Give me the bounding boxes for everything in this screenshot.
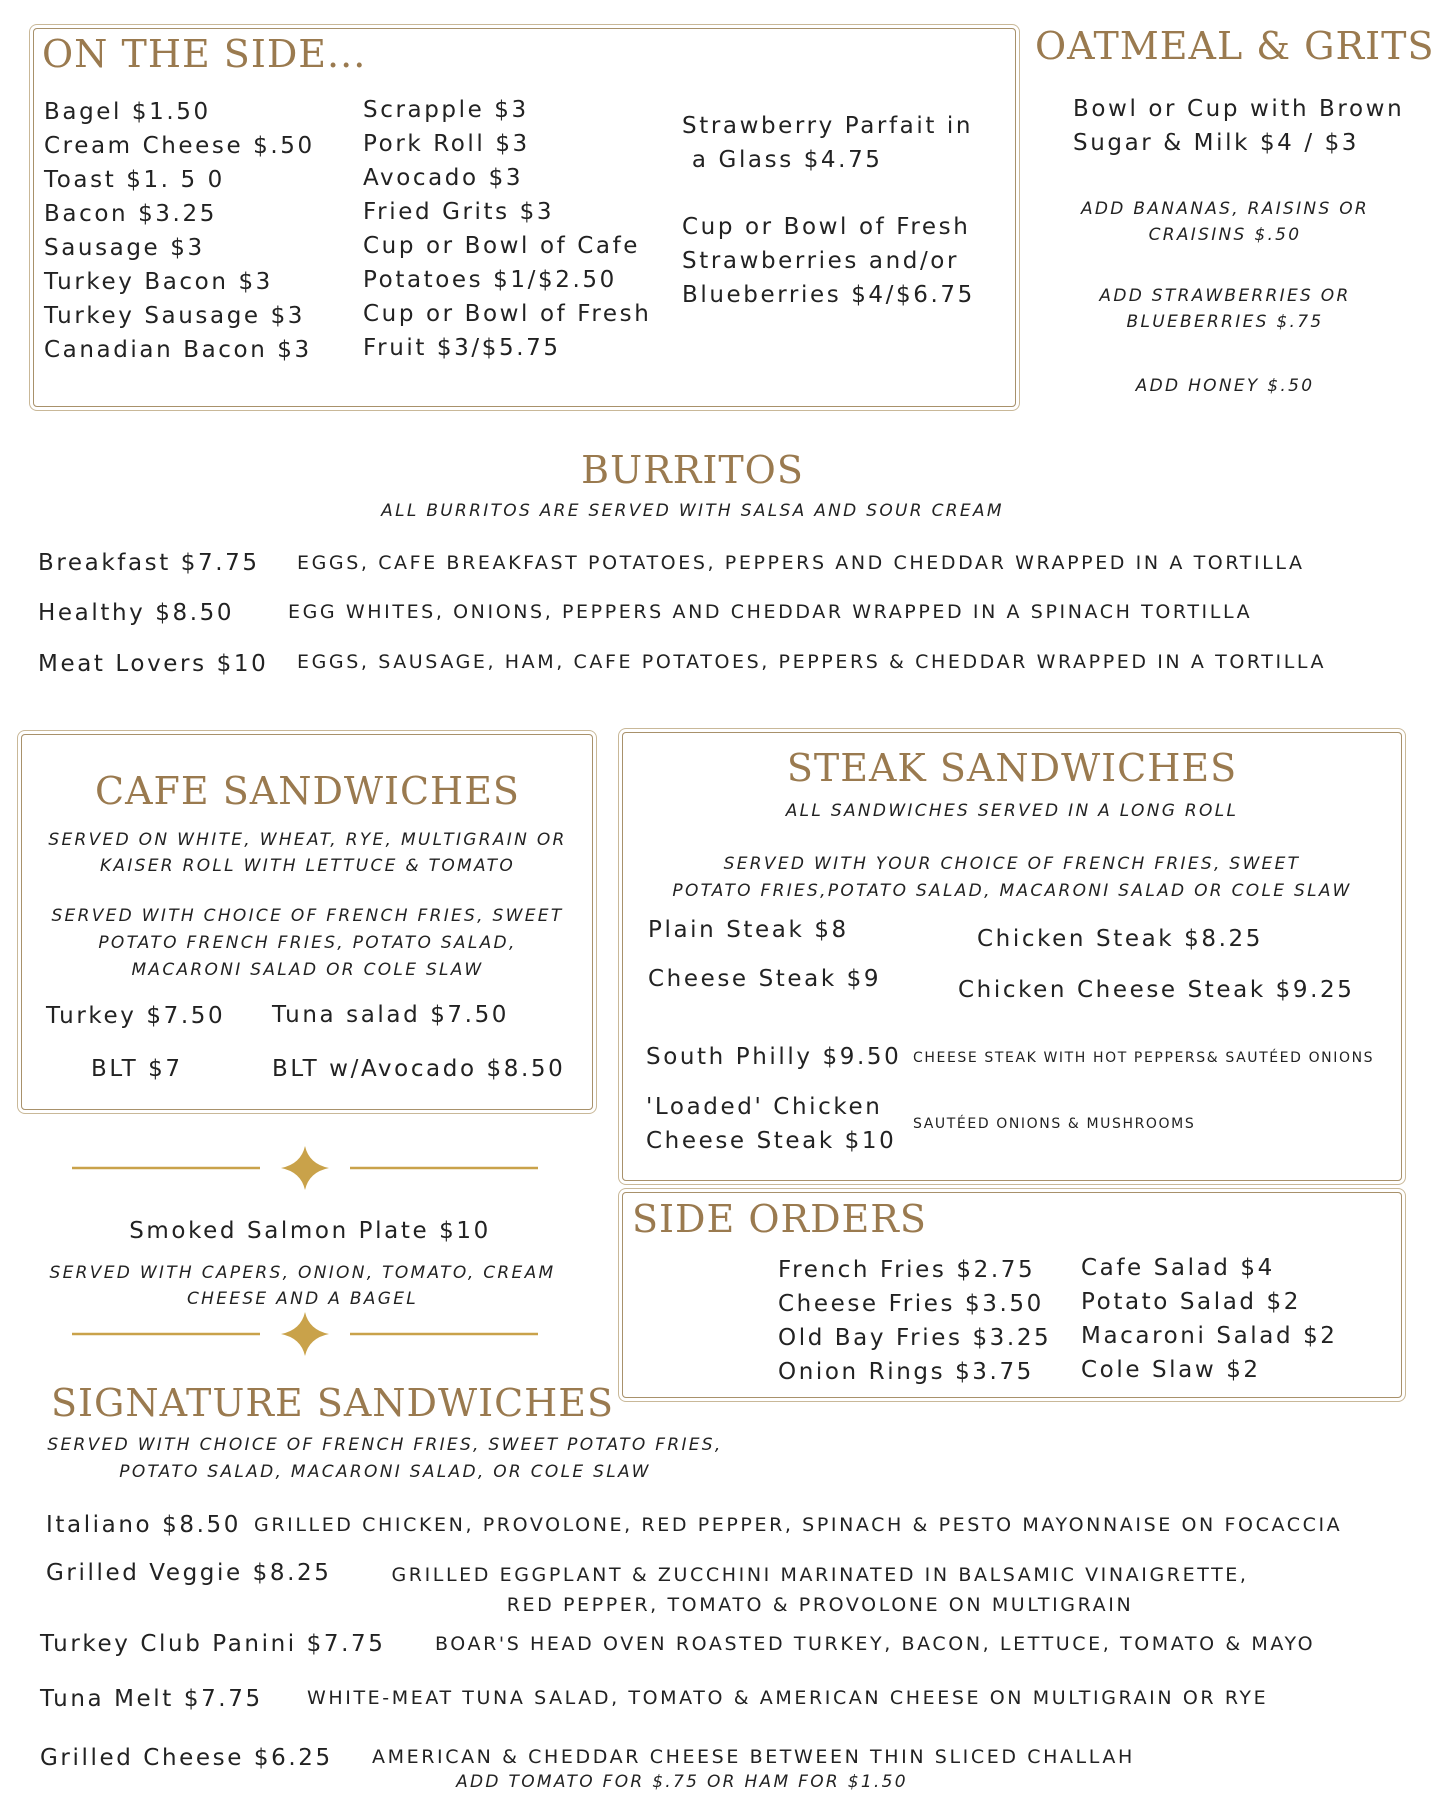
- menu-item: Cup or Bowl of Fresh: [363, 301, 652, 327]
- menu-item: Cream Cheese $.50: [44, 133, 315, 159]
- menu-item: Cafe Salad $4: [1081, 1255, 1275, 1281]
- signature-title: SIGNATURE SANDWICHES: [51, 1381, 615, 1425]
- on-the-side-col3a: [682, 109, 973, 177]
- steak-sandwiches-title: STEAK SANDWICHES: [786, 746, 1238, 790]
- burritos-subtitle: ALL BURRITOS ARE SERVED WITH SALSA AND SOUR CREAM: [381, 501, 1004, 521]
- serving-note: MACARONI SALAD OR COLE SLAW: [131, 960, 484, 980]
- signature-name: Turkey Club Panini $7.75: [40, 1631, 386, 1657]
- signature-note: [40, 1432, 730, 1486]
- menu-item: Cheese Steak $10: [646, 1128, 897, 1154]
- burrito-name: Healthy $8.50: [38, 600, 235, 626]
- serving-note: SERVED WITH YOUR CHOICE OF FRENCH FRIES, SWEET: [723, 854, 1301, 874]
- signature-name: Grilled Veggie $8.25: [46, 1560, 332, 1586]
- serving-note: KAISER ROLL WITH LETTUCE & TOMATO: [99, 856, 516, 876]
- add-on-note: CRAISINS $.50: [1148, 225, 1302, 245]
- signature-desc: AMERICAN & CHEDDAR CHEESE BETWEEN THIN SLICED CHALLAH: [372, 1746, 1135, 1768]
- menu-item: Onion Rings $3.75: [778, 1359, 1034, 1385]
- cafe-note1: [21, 827, 594, 879]
- menu-item: Cole Slaw $2: [1081, 1357, 1261, 1383]
- menu-item: Turkey Bacon $3: [44, 269, 273, 295]
- side-orders-title: SIDE ORDERS: [632, 1197, 927, 1241]
- serving-note: CHEESE AND A BAGEL: [186, 1289, 419, 1309]
- cafe-note2: [21, 903, 594, 984]
- signature-name: Tuna Melt $7.75: [40, 1686, 263, 1712]
- serving-note: SERVED WITH CAPERS, ONION, TOMATO, CREAM: [49, 1263, 556, 1283]
- menu-item: Bowl or Cup with Brown: [1073, 96, 1405, 122]
- steak-note: [622, 851, 1402, 905]
- on-the-side-col3b: [682, 210, 975, 312]
- menu-item: Cheese Fries $3.50: [778, 1291, 1044, 1317]
- oatmeal-add1: [1040, 196, 1410, 248]
- signature-desc: WHITE-MEAT TUNA SALAD, TOMATO & AMERICAN CHEESE ON MULTIGRAIN OR RYE: [307, 1687, 1269, 1709]
- serving-note: SERVED ON WHITE, WHEAT, RYE, MULTIGRAIN OR: [48, 830, 567, 850]
- add-on-note: ADD STRAWBERRIES OR: [1099, 286, 1351, 306]
- menu-item: Sausage $3: [44, 235, 205, 261]
- star-icon: [281, 1312, 329, 1356]
- signature-name: Italiano $8.50: [46, 1512, 241, 1538]
- loaded-desc: SAUTÉED ONIONS & MUSHROOMS: [913, 1116, 1196, 1132]
- ornament-divider: [70, 1312, 540, 1356]
- menu-item: Cup or Bowl of Cafe: [363, 233, 641, 259]
- salmon-note: [0, 1260, 605, 1312]
- menu-item: Turkey $7.50: [46, 1003, 226, 1029]
- signature-desc: [370, 1560, 1270, 1620]
- oatmeal-title: OATMEAL & GRITS: [1035, 24, 1435, 68]
- star-icon: [281, 1146, 329, 1190]
- burrito-desc: EGGS, SAUSAGE, HAM, CAFE POTATOES, PEPPERS & CHEDDAR WRAPPED IN A TORTILLA: [297, 651, 1327, 673]
- serving-note: SERVED WITH CHOICE OF FRENCH FRIES, SWEET: [51, 906, 564, 926]
- cafe-sandwiches-title: CAFE SANDWICHES: [95, 769, 520, 813]
- menu-item: BLT $7: [91, 1056, 183, 1082]
- burrito-desc: EGG WHITES, ONIONS, PEPPERS AND CHEDDAR WRAPPED IN A SPINACH TORTILLA: [288, 601, 1253, 623]
- burrito-name: Meat Lovers $10: [38, 651, 269, 677]
- burrito-desc: EGGS, CAFE BREAKFAST POTATOES, PEPPERS AND CHEDDAR WRAPPED IN A TORTILLA: [297, 552, 1305, 574]
- menu-item: BLT w/Avocado $8.50: [272, 1056, 566, 1082]
- on-the-side-title: ON THE SIDE...: [42, 32, 367, 76]
- menu-item: a Glass $4.75: [682, 147, 883, 173]
- menu-item: Bacon $3.25: [44, 201, 217, 227]
- serving-note: POTATO SALAD, MACARONI SALAD, OR COLE SLAW: [119, 1462, 651, 1482]
- on-the-side-col1: [44, 95, 315, 367]
- signature-name: Grilled Cheese $6.25: [40, 1745, 333, 1771]
- side-orders-col1: [778, 1253, 1051, 1389]
- menu-item: Macaroni Salad $2: [1081, 1323, 1338, 1349]
- menu-item: Avocado $3: [363, 165, 524, 191]
- menu-item: Blueberries $4/$6.75: [682, 282, 975, 308]
- menu-item: Turkey Sausage $3: [44, 303, 306, 329]
- oatmeal-add3: ADD HONEY $.50: [1135, 376, 1315, 396]
- serving-note: SERVED WITH CHOICE OF FRENCH FRIES, SWEET POTATO FRIES,: [47, 1435, 723, 1455]
- menu-item: Strawberries and/or: [682, 248, 960, 274]
- signature-desc: GRILLED CHICKEN, PROVOLONE, RED PEPPER, SPINACH & PESTO MAYONNAISE ON FOCACCIA: [254, 1514, 1343, 1536]
- add-on-note: BLUEBERRIES $.75: [1126, 312, 1324, 332]
- signature-desc: BOAR'S HEAD OVEN ROASTED TURKEY, BACON, LETTUCE, TOMATO & MAYO: [435, 1633, 1316, 1655]
- menu-item: Sugar & Milk $4 / $3: [1073, 130, 1360, 156]
- menu-item: Canadian Bacon $3: [44, 337, 312, 363]
- menu-item: Old Bay Fries $3.25: [778, 1325, 1052, 1351]
- south-philly-name: South Philly $9.50: [646, 1044, 902, 1070]
- description-line: GRILLED EGGPLANT & ZUCCHINI MARINATED IN BALSAMIC VINAIGRETTE,: [391, 1564, 1249, 1586]
- oatmeal-lines: [1073, 92, 1404, 160]
- oatmeal-add2: [1040, 283, 1410, 335]
- menu-item: Toast $1. 5 0: [44, 167, 225, 193]
- menu-item: Fruit $3/$5.75: [363, 335, 561, 361]
- menu-item: Chicken Cheese Steak $9.25: [958, 977, 1355, 1003]
- south-philly-desc: CHEESE STEAK WITH HOT PEPPERS& SAUTÉED ONIONS: [913, 1050, 1375, 1066]
- on-the-side-col2: [363, 93, 651, 365]
- description-line: RED PEPPER, TOMATO & PROVOLONE ON MULTIGRAIN: [506, 1594, 1134, 1616]
- menu-item: French Fries $2.75: [778, 1257, 1036, 1283]
- menu-item: Cheese Steak $9: [648, 966, 882, 992]
- menu-item: Potatoes $1/$2.50: [363, 267, 617, 293]
- salmon-name: Smoked Salmon Plate $10: [129, 1218, 491, 1244]
- ornament-divider: [70, 1146, 540, 1190]
- serving-note: POTATO FRENCH FRIES, POTATO SALAD,: [98, 933, 517, 953]
- loaded-name: [646, 1090, 896, 1158]
- menu-item: Chicken Steak $8.25: [977, 926, 1263, 952]
- menu-item: Potato Salad $2: [1081, 1289, 1301, 1315]
- menu-item: 'Loaded' Chicken: [646, 1094, 883, 1120]
- signature-footer: ADD TOMATO FOR $.75 OR HAM FOR $1.50: [456, 1772, 908, 1792]
- burritos-title: BURRITOS: [581, 448, 804, 492]
- burrito-name: Breakfast $7.75: [38, 550, 260, 576]
- side-orders-col2: [1081, 1251, 1338, 1387]
- menu-item: Strawberry Parfait in: [682, 113, 974, 139]
- menu-item: Pork Roll $3: [363, 131, 530, 157]
- menu-item: Cup or Bowl of Fresh: [682, 214, 971, 240]
- add-on-note: ADD BANANAS, RAISINS OR: [1080, 199, 1370, 219]
- menu-item: Tuna salad $7.50: [272, 1002, 510, 1028]
- menu-item: Bagel $1.50: [44, 99, 211, 125]
- menu-item: Fried Grits $3: [363, 199, 555, 225]
- serving-note: POTATO FRIES,POTATO SALAD, MACARONI SALAD OR COLE SLAW: [672, 881, 1352, 901]
- menu-item: Scrapple $3: [363, 97, 529, 123]
- menu-item: Plain Steak $8: [648, 917, 849, 943]
- steak-subtitle: ALL SANDWICHES SERVED IN A LONG ROLL: [785, 801, 1239, 821]
